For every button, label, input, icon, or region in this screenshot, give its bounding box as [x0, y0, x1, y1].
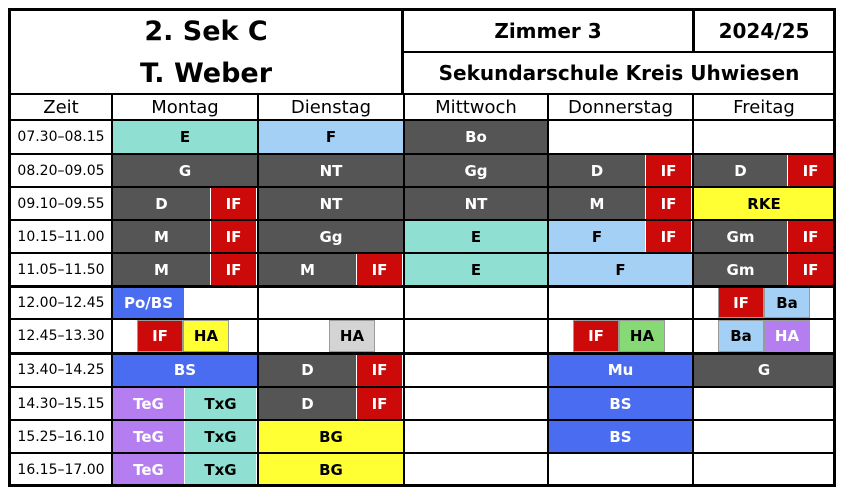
grid-column-line — [547, 93, 549, 487]
lesson-block: IF — [718, 287, 764, 318]
lesson-block: D — [549, 155, 646, 186]
lesson-block: M — [113, 254, 211, 285]
period-time: 13.40–14.25 — [17, 362, 105, 378]
period-time: 08.20–09.05 — [17, 162, 105, 179]
lesson-block: NT — [259, 155, 403, 186]
lesson-block: BG — [259, 454, 403, 485]
lesson-block: D — [113, 188, 211, 219]
lesson-block: Bo — [405, 121, 547, 153]
period-time: 07.30–08.15 — [17, 129, 105, 145]
lesson-block: IF — [646, 221, 692, 252]
day-header-tuesday: Dienstag — [290, 96, 372, 118]
lesson-block: M — [113, 221, 211, 252]
grid-column-line — [111, 93, 113, 487]
grid-row-line — [8, 252, 836, 254]
lesson-block: TeG — [113, 454, 185, 485]
period-time: 12.00–12.45 — [17, 294, 105, 311]
lesson-block: Gg — [259, 221, 403, 252]
lesson-block: D — [259, 354, 357, 386]
period-time: 11.05–11.50 — [17, 261, 105, 278]
lesson-block: M — [259, 254, 357, 285]
grid-row-line — [8, 186, 836, 188]
period-time: 10.15–11.00 — [17, 228, 105, 245]
lesson-block: Gm — [694, 254, 788, 285]
lesson-block: G — [694, 354, 834, 386]
lesson-block: BS — [113, 354, 257, 386]
grid-row-line — [8, 285, 836, 288]
grid-row-line — [8, 419, 836, 421]
lesson-block: NT — [259, 188, 403, 219]
lesson-block: TxG — [185, 454, 257, 485]
period-time: 16.15–17.00 — [17, 461, 105, 478]
lesson-block: IF — [357, 354, 403, 386]
lesson-block: NT — [405, 188, 547, 219]
lesson-block: IF — [788, 155, 834, 186]
lesson-block: BS — [549, 421, 692, 452]
header-divider — [8, 93, 836, 95]
period-time: 09.10–09.55 — [17, 195, 105, 212]
lesson-block: IF — [646, 188, 692, 219]
school-name: Sekundarschule Kreis Uhwiesen — [438, 61, 800, 85]
lesson-block: D — [259, 388, 357, 419]
teacher-name: T. Weber — [139, 57, 273, 89]
grid-row-line — [8, 386, 836, 388]
lesson-block: RKE — [694, 188, 834, 219]
lesson-block: Ba — [764, 287, 810, 318]
period-time: 12.45–13.30 — [17, 328, 105, 344]
header-divider — [401, 8, 404, 95]
lesson-block: BS — [549, 388, 692, 419]
grid-row-line — [8, 119, 836, 121]
lesson-block: TxG — [185, 388, 257, 419]
day-header-wednesday: Mittwoch — [435, 96, 517, 118]
lesson-block: Ba — [718, 320, 764, 352]
grid-row-line — [8, 153, 836, 155]
grid-row-line — [8, 219, 836, 221]
grid-row-line — [8, 452, 836, 454]
time-column-header: Zeit — [43, 96, 79, 118]
lesson-block: TeG — [113, 388, 185, 419]
lesson-block: IF — [357, 388, 403, 419]
lesson-block: E — [113, 121, 257, 153]
lesson-block: Mu — [549, 354, 692, 386]
lesson-block: HA — [619, 320, 665, 352]
period-time: 14.30–15.15 — [17, 395, 105, 412]
lesson-block: D — [694, 155, 788, 186]
room-label: Zimmer 3 — [494, 19, 602, 43]
lesson-block: F — [549, 254, 692, 285]
lesson-block: Gg — [405, 155, 547, 186]
lesson-block: IF — [357, 254, 403, 285]
lesson-block: M — [549, 188, 646, 219]
lesson-block: IF — [211, 254, 257, 285]
lesson-block: IF — [788, 221, 834, 252]
lesson-block: HA — [329, 320, 375, 352]
lesson-block: Gm — [694, 221, 788, 252]
lesson-block: IF — [573, 320, 619, 352]
lesson-block: BG — [259, 421, 403, 452]
lesson-block: IF — [137, 320, 183, 352]
grid-row-line — [8, 318, 836, 320]
period-time: 15.25–16.10 — [17, 428, 105, 445]
lesson-block: TxG — [185, 421, 257, 452]
class-name: 2. Sek C — [144, 15, 268, 47]
lesson-block: HA — [764, 320, 810, 352]
grid-column-line — [692, 93, 694, 487]
lesson-block: Po/BS — [113, 287, 185, 318]
lesson-block: F — [259, 121, 403, 153]
header-divider — [692, 8, 695, 53]
lesson-block: IF — [646, 155, 692, 186]
lesson-block: F — [549, 221, 646, 252]
lesson-block: IF — [211, 221, 257, 252]
grid-row-line — [8, 352, 836, 355]
lesson-block: E — [405, 254, 547, 285]
day-header-thursday: Donnerstag — [567, 96, 674, 118]
day-header-monday: Montag — [151, 96, 219, 118]
lesson-block: TeG — [113, 421, 185, 452]
lesson-block: IF — [211, 188, 257, 219]
lesson-block: E — [405, 221, 547, 252]
lesson-block: IF — [788, 254, 834, 285]
grid-column-line — [257, 93, 259, 487]
lesson-block: HA — [183, 320, 229, 352]
lesson-block: G — [113, 155, 257, 186]
grid-column-line — [403, 93, 405, 487]
day-header-friday: Freitag — [733, 96, 795, 118]
header-divider — [402, 51, 836, 53]
school-year: 2024/25 — [718, 19, 810, 43]
